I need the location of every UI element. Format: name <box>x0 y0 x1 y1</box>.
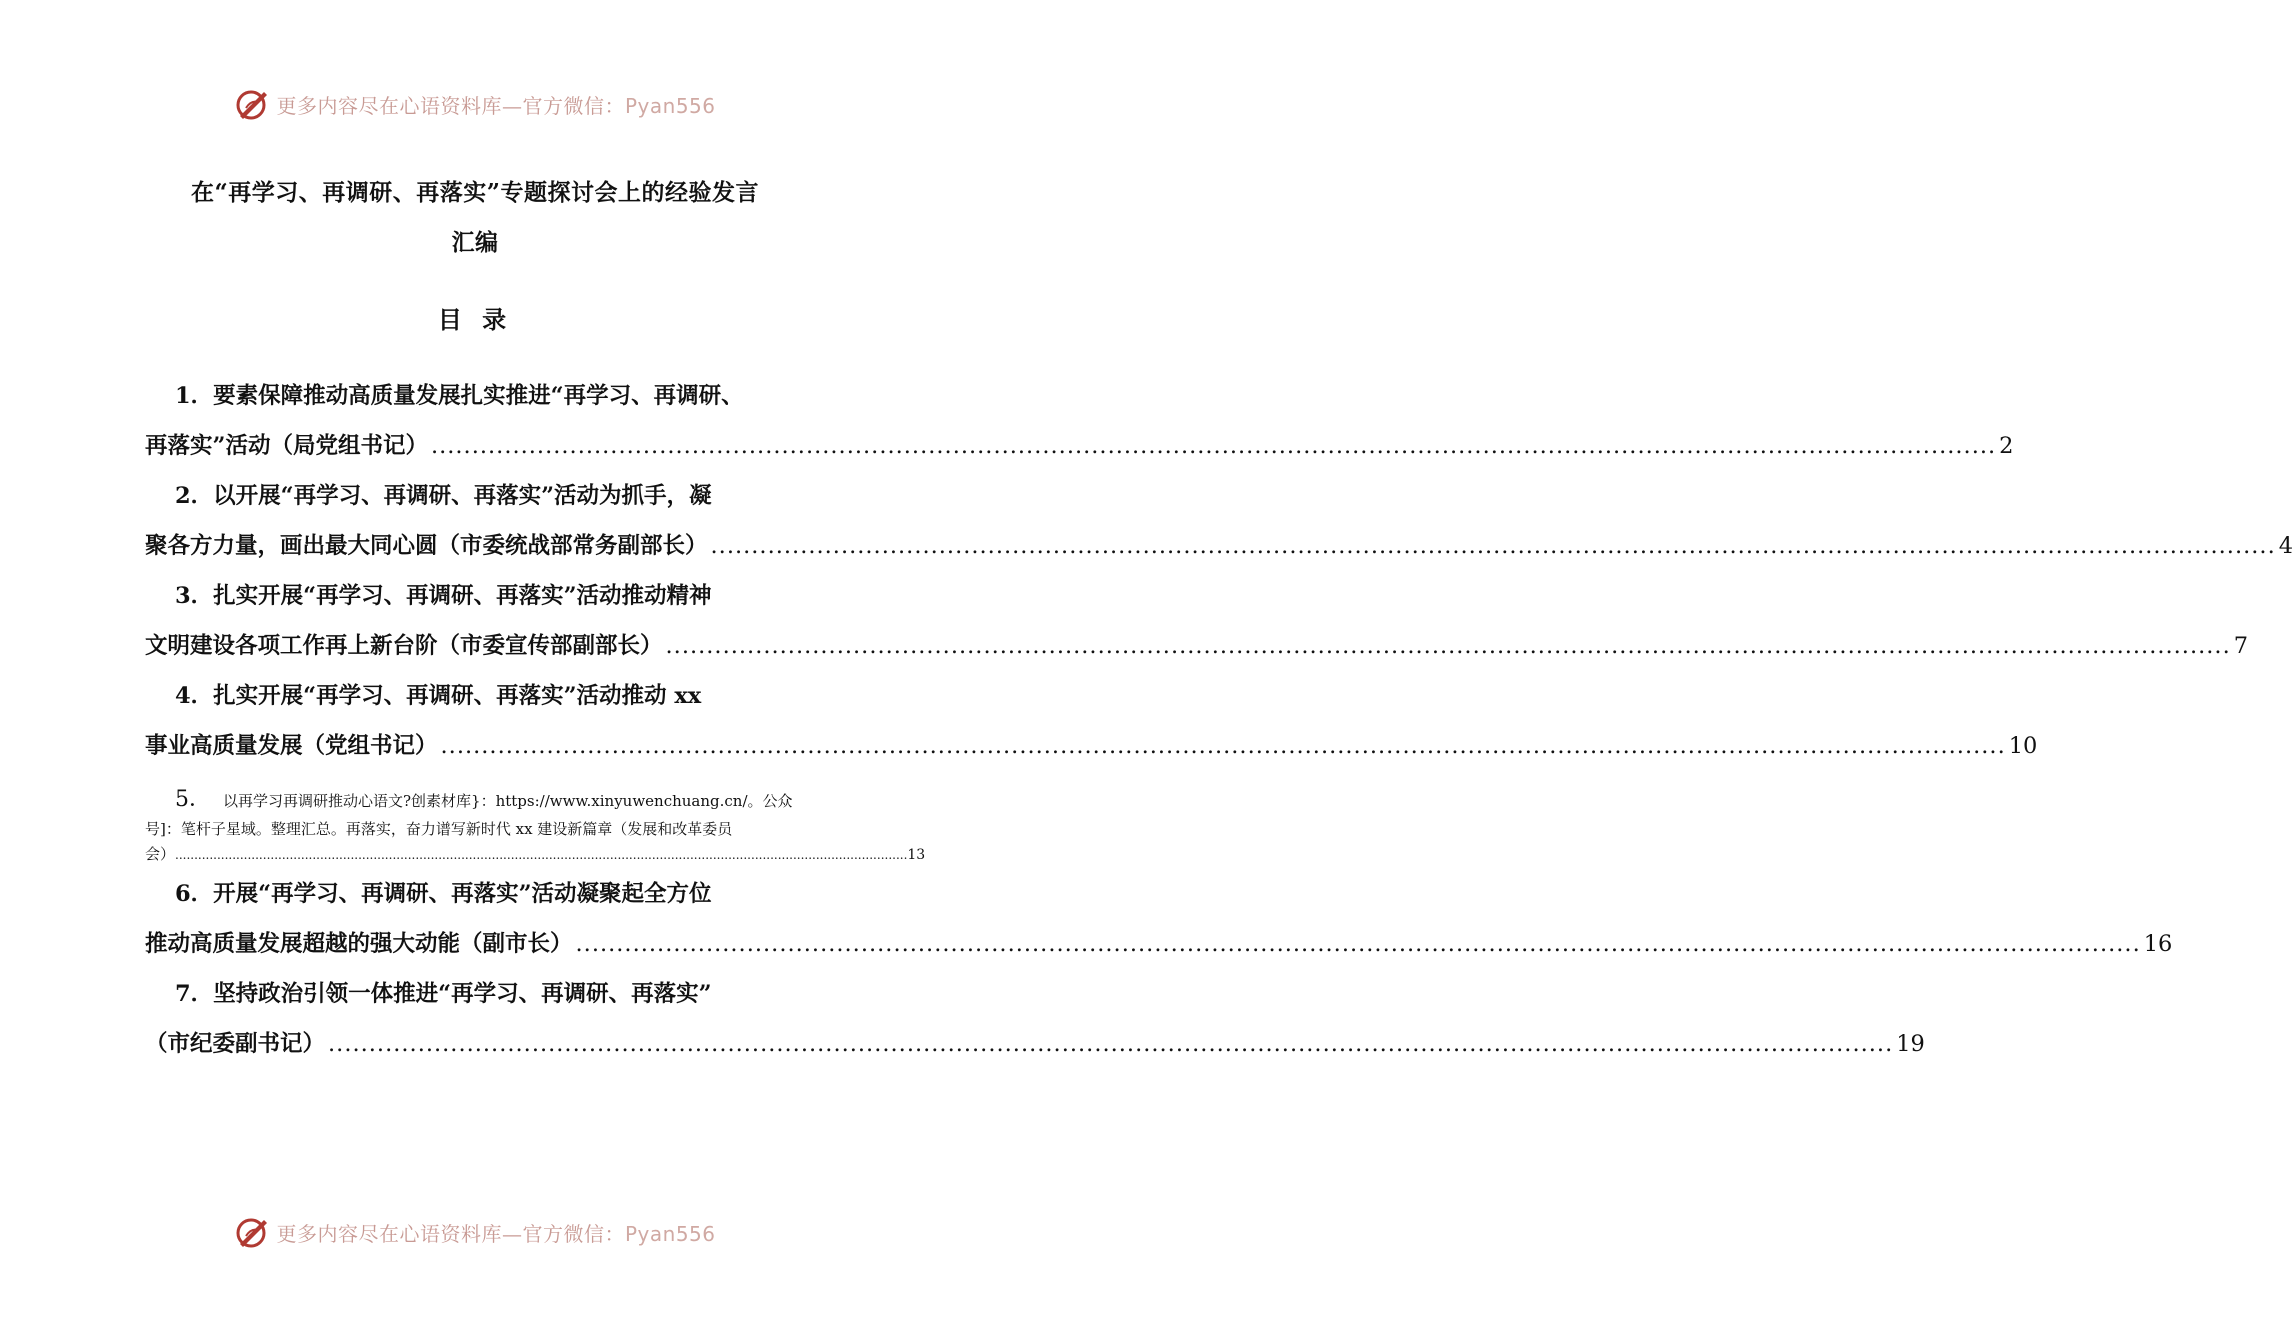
dot-leader: ................................................................................................................................................................................................ <box>175 848 908 862</box>
watermark-banner-top <box>0 84 950 124</box>
page-number: 19 <box>1896 1031 1925 1057</box>
page-number: 13 <box>907 847 926 863</box>
dot-leader: ................................................................................................................................................................................................ <box>665 633 2231 659</box>
page-number: 2 <box>1999 433 2014 459</box>
page-number: 10 <box>2008 733 2038 759</box>
watermark-text: 更多内容尽在心语资料库—官方微信：Pyan556 <box>276 93 716 118</box>
document-title-line2: 汇编 <box>451 229 499 256</box>
dot-leader: ................................................................................................................................................................................................ <box>430 433 1997 459</box>
dot-leader: ................................................................................................................................................................................................ <box>328 1031 1894 1057</box>
toc-entry-5-line3: 会） ................................................................................................................................................................................................ 13 <box>145 845 926 863</box>
document-title-line1: 在“再学习、再调研、再落实”专题探讨会上的经验发言 <box>191 179 759 206</box>
dot-leader: ................................................................................................................................................................................................ <box>440 733 2006 759</box>
page-number: 16 <box>2143 931 2173 957</box>
toc-entry-2-line1: 2．以开展“再学习、再调研、再落实”活动为抓手，凝 <box>175 483 712 509</box>
toc-entry-5-line1: 5． 以再学习再调研推动心语文?创素材库}：https://www.xinyuwenchuang.cn/。公众 <box>175 787 793 812</box>
watermark-text: 更多内容尽在心语资料库—官方微信：Pyan556 <box>276 1221 716 1246</box>
toc-entry-7-line1: 7．坚持政治引领一体推进“再学习、再调研、再落实” <box>175 981 712 1007</box>
page-number: 7 <box>2233 633 2249 659</box>
pen-logo-icon <box>234 86 270 122</box>
toc-entry-2-line2: 聚各方力量，画出最大同心圆（市委统战部常务副部长） ................................................................................................................................................................................................ 4 <box>145 533 2293 559</box>
watermark-banner-bottom <box>0 1212 950 1252</box>
pen-logo-icon <box>234 1214 270 1250</box>
toc-heading: 目 录 <box>437 305 513 334</box>
toc-entry-7-line2: （市纪委副书记） ................................................................................................................................................................................................ 19 <box>145 1031 1925 1057</box>
toc-entry-3-line1: 3．扎实开展“再学习、再调研、再落实”活动推动精神 <box>175 583 712 609</box>
toc-entry-5-line2: 号]：笔杆子星域。整理汇总。再落实，奋力谱写新时代 xx 建设新篇章（发展和改革委员 <box>145 820 733 838</box>
toc-entry-6-line1: 6．开展“再学习、再调研、再落实”活动凝聚起全方位 <box>175 881 712 907</box>
toc-entry-5-number: 5． <box>175 787 211 812</box>
dot-leader: ................................................................................................................................................................................................ <box>710 533 2276 559</box>
toc-entry-3-line2: 文明建设各项工作再上新台阶（市委宣传部副部长） ................................................................................................................................................................................................ 7 <box>145 633 2249 659</box>
toc-entry-1-line1: 1．要素保障推动高质量发展扎实推进“再学习、再调研、 <box>175 383 744 409</box>
toc-entry-4-line2: 事业高质量发展（党组书记） ................................................................................................................................................................................................ 10 <box>145 733 2038 759</box>
dot-leader: ................................................................................................................................................................................................ <box>575 931 2141 957</box>
toc-entry-4-line1: 4．扎实开展“再学习、再调研、再落实”活动推动 xx <box>175 683 702 709</box>
toc-entry-6-line2: 推动高质量发展超越的强大动能（副市长） ................................................................................................................................................................................................ 16 <box>145 931 2173 957</box>
page-number: 4 <box>2278 533 2293 559</box>
toc-entry-1-line2: 再落实”活动（局党组书记） ................................................................................................................................................................................................ 2 <box>145 433 2014 459</box>
